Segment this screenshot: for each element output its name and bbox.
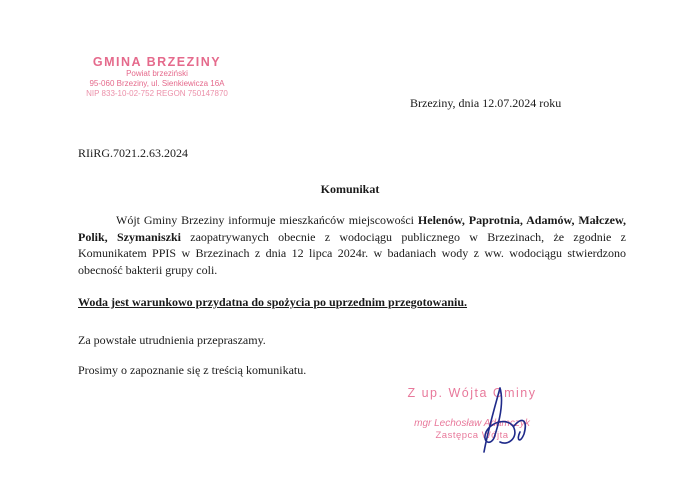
stamp-line-address: 95-060 Brzeziny, ul. Sienkiewicza 16A xyxy=(89,79,225,88)
announcement-details: zaopatrywanych obecnie z wodociągu publicznego w Brzezinach, że zgodnie z Komunikatem PPIS w Brzezinach z dnia 12 lipca 2024r. w badaniach wody z ww. wodociągu stwierdzono obecność bakterii grupy coli. xyxy=(78,229,626,277)
water-advisory: Woda jest warunkowo przydatna do spożycia po uprzednim przegotowaniu. xyxy=(78,295,468,309)
signature-stamp-authority: Z up. Wójta Gminy xyxy=(407,386,537,400)
stamp-line-ids: NIP 833-10-02-752 REGON 750147870 xyxy=(86,89,228,98)
case-number: RIiRG.7021.2.63.2024 xyxy=(78,146,189,160)
apology-text: Za powstałe utrudnienia przepraszamy. xyxy=(78,333,266,347)
announcement-intro: Wójt Gminy Brzeziny informuje mieszkańców miejscowości xyxy=(116,213,418,227)
closing-text: Prosimy o zapoznanie się z treścią komunikatu. xyxy=(78,363,307,377)
signature-stamp-role: Zastępca Wójta xyxy=(435,430,509,441)
stamp-title: GMINA BRZEZINY xyxy=(92,55,222,69)
signature-stamp-name: mgr Lechosław Adamczyk xyxy=(414,418,530,429)
municipality-stamp xyxy=(72,55,242,99)
announcement-paragraph xyxy=(78,212,626,278)
village-list: Helenów, Paprotnia, Adamów, Małczew, Polik, Szymaniszki xyxy=(78,213,626,244)
handwritten-signature xyxy=(470,380,540,460)
place-and-date: Brzeziny, dnia 12.07.2024 roku xyxy=(410,96,562,110)
document-heading: Komunikat xyxy=(320,182,380,196)
stamp-line-district: Powiat brzeziński xyxy=(126,69,188,78)
